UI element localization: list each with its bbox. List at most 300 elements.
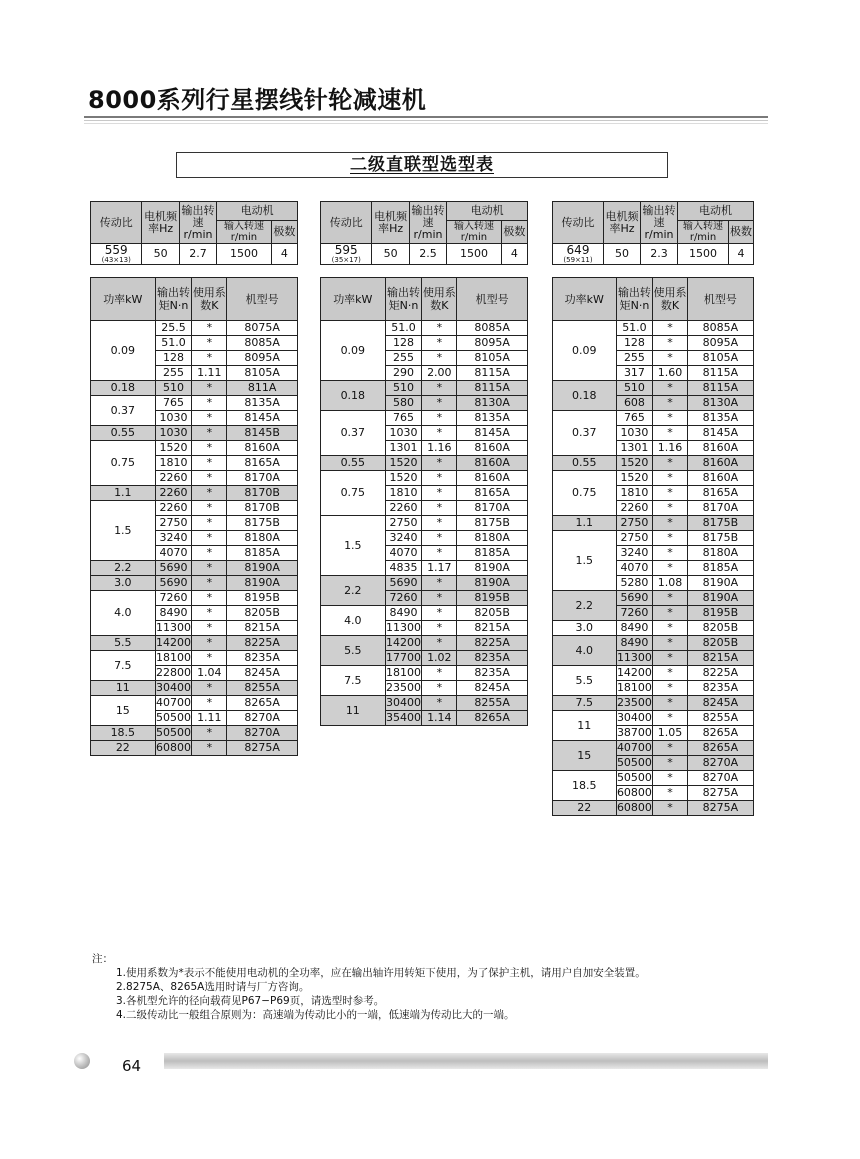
- model-value: 8185A: [457, 546, 528, 561]
- in-speed-value: 1500: [678, 244, 729, 265]
- torque-value: 1520: [385, 456, 422, 471]
- torque-value: 8490: [616, 621, 653, 636]
- power-value: 1.1: [553, 516, 617, 531]
- model-value: 8135A: [227, 396, 298, 411]
- model-value: 8115A: [687, 381, 753, 396]
- torque-value: 5690: [155, 576, 192, 591]
- torque-value: 7260: [616, 606, 653, 621]
- model-value: 811A: [227, 381, 298, 396]
- torque-value: 30400: [616, 711, 652, 724]
- torque-value: 128: [616, 336, 653, 351]
- torque-value: 23500: [616, 696, 652, 709]
- ratio-main: 595: [334, 243, 358, 257]
- service-factor-value: 1.16: [653, 441, 687, 456]
- power-value: 4.0: [321, 606, 386, 636]
- service-factor-value: *: [653, 321, 687, 336]
- service-factor-value: *: [653, 756, 687, 771]
- torque-value: 4070: [155, 546, 192, 561]
- power-value: 2.2: [321, 576, 386, 606]
- freq-header: 电机频率Hz: [372, 202, 409, 244]
- table-row: [553, 381, 754, 396]
- model-value: 8130A: [457, 396, 528, 411]
- model-value: 8085A: [457, 321, 528, 336]
- service-factor-value: *: [192, 531, 227, 546]
- service-factor-value: *: [653, 456, 687, 471]
- torque-value: 38700: [616, 726, 652, 739]
- power-value: 5.5: [553, 666, 617, 696]
- service-factor-value: *: [653, 516, 687, 531]
- model-value: 8255A: [227, 681, 298, 696]
- torque-value: 1520: [385, 471, 422, 486]
- torque-value: 1301: [616, 441, 653, 456]
- torque-value: 11300: [156, 621, 192, 634]
- model-value: 8165A: [687, 486, 753, 501]
- table-row: [553, 321, 754, 336]
- service-factor-value: *: [192, 561, 227, 576]
- service-factor-value: *: [422, 516, 457, 531]
- service-factor-value: *: [192, 741, 227, 756]
- service-factor-value: *: [422, 501, 457, 516]
- service-factor-value: *: [192, 336, 227, 351]
- torque-value: 14200: [616, 666, 652, 679]
- note-item: 4.二级传动比一般组合原则为：高速端为传动比小的一端，低速端为传动比大的一端。: [116, 1009, 515, 1021]
- table-row: [321, 381, 528, 396]
- torque-value: 5690: [155, 561, 192, 576]
- torque-value: 510: [385, 381, 422, 396]
- motor-header: 电动机: [678, 202, 754, 221]
- torque-value: 128: [155, 351, 192, 366]
- model-value: 8190A: [457, 561, 528, 576]
- service-factor-value: *: [192, 591, 227, 606]
- model-value: 8185A: [687, 561, 753, 576]
- notes-label: 注：: [92, 953, 113, 965]
- motor-header: 电动机: [447, 202, 528, 221]
- power-value: 22: [553, 801, 617, 816]
- table-row: [553, 711, 754, 726]
- service-factor-value: *: [653, 501, 687, 516]
- table-row: [553, 666, 754, 681]
- out-speed-value: 2.3: [641, 244, 678, 265]
- service-factor-value: 1.05: [653, 726, 687, 741]
- model-value: 8130A: [687, 396, 753, 411]
- model-value: 8180A: [687, 546, 753, 561]
- service-factor-value: *: [653, 681, 687, 696]
- torque-value: 765: [616, 411, 653, 426]
- motor-header: 电动机: [217, 202, 298, 221]
- table-row: [91, 396, 298, 411]
- service-factor-value: *: [192, 546, 227, 561]
- service-factor-value: *: [653, 636, 687, 651]
- factor-header: 使用系数K: [422, 278, 457, 321]
- power-header: 功率kW: [553, 278, 617, 321]
- model-value: 8145B: [227, 426, 298, 441]
- model-value: 8160A: [457, 471, 528, 486]
- model-value: 8275A: [687, 801, 753, 816]
- model-value: 8160A: [227, 441, 298, 456]
- service-factor-value: *: [192, 606, 227, 621]
- model-value: 8235A: [687, 681, 753, 696]
- service-factor-value: *: [653, 651, 687, 666]
- torque-value: 30400: [386, 696, 422, 709]
- model-value: 8205B: [227, 606, 298, 621]
- ratio-composition: (43×13): [101, 256, 131, 264]
- model-value: 8275A: [227, 741, 298, 756]
- power-value: 7.5: [91, 651, 156, 681]
- footer-bullet-icon: [74, 1053, 90, 1069]
- table-row: [321, 606, 528, 621]
- table-row: [553, 471, 754, 486]
- torque-value: 2260: [155, 486, 192, 501]
- model-value: 8275A: [687, 786, 753, 801]
- model-value: 8265A: [227, 696, 298, 711]
- torque-value: 8490: [155, 606, 192, 621]
- ratio-header: 传动比: [553, 202, 604, 244]
- service-factor-value: *: [192, 636, 227, 651]
- model-value: 8225A: [457, 636, 528, 651]
- table-row: [321, 516, 528, 531]
- motor-header-table: [90, 201, 298, 265]
- power-value: 0.75: [553, 471, 617, 516]
- model-value: 8160A: [457, 441, 528, 456]
- table-row: [553, 516, 754, 531]
- torque-value: 7260: [155, 591, 192, 606]
- service-factor-value: *: [653, 786, 687, 801]
- table-section-title: 二级直联型选型表: [176, 152, 668, 178]
- torque-value: 50500: [156, 726, 192, 739]
- power-value: 7.5: [321, 666, 386, 696]
- power-value: 18.5: [91, 726, 156, 741]
- table-row: [91, 651, 298, 666]
- model-value: 8245A: [457, 681, 528, 696]
- torque-value: 3240: [385, 531, 422, 546]
- table-row: [553, 531, 754, 546]
- torque-value: 50500: [156, 711, 192, 724]
- service-factor-value: *: [653, 561, 687, 576]
- service-factor-value: *: [422, 666, 457, 681]
- torque-value: 765: [155, 396, 192, 411]
- table-row: [553, 636, 754, 651]
- service-factor-value: *: [192, 576, 227, 591]
- torque-value: 608: [616, 396, 653, 411]
- model-value: 8145A: [457, 426, 528, 441]
- model-value: 8170A: [227, 471, 298, 486]
- poles-value: 4: [501, 244, 527, 265]
- table-row: [321, 471, 528, 486]
- model-value: 8085A: [227, 336, 298, 351]
- torque-value: 580: [385, 396, 422, 411]
- power-value: 0.37: [321, 411, 386, 456]
- note-item: 1.使用系数为*表示不能使用电动机的全功率，应在输出轴许用转矩下使用，为了保护主机，请用户自加安全装置。: [116, 967, 646, 979]
- factor-header: 使用系数K: [192, 278, 227, 321]
- torque-value: 255: [616, 351, 653, 366]
- service-factor-value: *: [422, 606, 457, 621]
- in-speed-header: 输入转速r/min: [678, 221, 729, 244]
- torque-value: 14200: [386, 636, 422, 649]
- power-value: 1.5: [91, 501, 156, 561]
- power-value: 0.37: [91, 396, 156, 426]
- service-factor-value: *: [192, 441, 227, 456]
- model-value: 8225A: [687, 666, 753, 681]
- table-row: [553, 801, 754, 816]
- power-value: 2.2: [553, 591, 617, 621]
- ratio-header: 传动比: [321, 202, 372, 244]
- torque-value: 18100: [156, 651, 192, 664]
- table-row: [91, 726, 298, 741]
- in-speed-value: 1500: [447, 244, 502, 265]
- service-factor-value: *: [192, 681, 227, 696]
- torque-value: 18100: [386, 666, 422, 679]
- model-header: 机型号: [457, 278, 528, 321]
- footer-bar: [164, 1053, 768, 1069]
- torque-value: 8490: [385, 606, 422, 621]
- torque-value: 60800: [616, 786, 652, 799]
- service-factor-value: *: [192, 651, 227, 666]
- torque-value: 255: [155, 366, 192, 381]
- table-row: [321, 411, 528, 426]
- torque-value: 25.5: [155, 321, 192, 336]
- service-factor-value: 1.04: [192, 666, 227, 681]
- table-row: [553, 771, 754, 786]
- service-factor-value: *: [422, 381, 457, 396]
- power-value: 1.5: [553, 531, 617, 591]
- ratio-composition: (35×17): [331, 256, 361, 264]
- model-value: 8270A: [227, 726, 298, 741]
- out-speed-header: 输出转速r/min: [179, 202, 216, 244]
- table-row: [91, 381, 298, 396]
- model-value: 8190A: [457, 576, 528, 591]
- model-value: 8135A: [457, 411, 528, 426]
- service-factor-value: *: [653, 546, 687, 561]
- service-factor-value: *: [422, 696, 457, 711]
- freq-header: 电机频率Hz: [604, 202, 641, 244]
- model-value: 8215A: [687, 651, 753, 666]
- service-factor-value: 1.16: [422, 441, 457, 456]
- service-factor-value: 1.60: [653, 366, 687, 381]
- service-factor-value: *: [653, 666, 687, 681]
- model-value: 8205B: [457, 606, 528, 621]
- in-speed-header: 输入转速r/min: [447, 221, 502, 244]
- power-value: 0.37: [553, 411, 617, 456]
- model-value: 8160A: [687, 456, 753, 471]
- service-factor-value: *: [422, 486, 457, 501]
- service-factor-value: *: [192, 381, 227, 396]
- service-factor-value: *: [653, 396, 687, 411]
- table-row: [91, 501, 298, 516]
- table-row: [553, 621, 754, 636]
- table-row: [321, 666, 528, 681]
- torque-value: 14200: [156, 636, 192, 649]
- torque-value: 60800: [616, 801, 652, 814]
- torque-header: 输出转矩N·n: [616, 278, 653, 321]
- out-speed-header: 输出转速r/min: [409, 202, 446, 244]
- torque-value: 11300: [386, 621, 422, 634]
- torque-value: 2750: [616, 531, 653, 546]
- table-row: [321, 636, 528, 651]
- torque-value: 4835: [385, 561, 422, 576]
- model-value: 8095A: [687, 336, 753, 351]
- torque-value: 317: [616, 366, 653, 381]
- model-value: 8255A: [687, 711, 753, 726]
- torque-value: 2750: [616, 516, 653, 531]
- model-value: 8075A: [227, 321, 298, 336]
- notes: [92, 952, 646, 1022]
- model-value: 8170B: [227, 486, 298, 501]
- power-value: 0.18: [321, 381, 386, 411]
- model-value: 8265A: [687, 741, 753, 756]
- model-value: 8215A: [227, 621, 298, 636]
- torque-value: 510: [155, 381, 192, 396]
- model-value: 8160A: [687, 441, 753, 456]
- power-value: 5.5: [91, 636, 156, 651]
- torque-value: 2260: [616, 501, 653, 516]
- service-factor-value: *: [653, 336, 687, 351]
- model-value: 8160A: [687, 471, 753, 486]
- torque-value: 51.0: [385, 321, 422, 336]
- service-factor-value: *: [422, 426, 457, 441]
- service-factor-value: *: [192, 396, 227, 411]
- model-value: 8245A: [687, 696, 753, 711]
- service-factor-value: *: [422, 621, 457, 636]
- torque-value: 17700: [386, 651, 422, 664]
- model-value: 8255A: [457, 696, 528, 711]
- freq-value: 50: [142, 244, 179, 265]
- table-row: [91, 486, 298, 501]
- factor-header: 使用系数K: [653, 278, 687, 321]
- power-value: 11: [321, 696, 386, 726]
- out-speed-value: 2.7: [179, 244, 216, 265]
- model-value: 8175B: [227, 516, 298, 531]
- freq-header: 电机频率Hz: [142, 202, 179, 244]
- torque-value: 51.0: [616, 321, 653, 336]
- service-factor-value: *: [653, 531, 687, 546]
- service-factor-value: *: [422, 471, 457, 486]
- service-factor-value: *: [192, 471, 227, 486]
- model-value: 8185A: [227, 546, 298, 561]
- service-factor-value: 1.11: [192, 711, 227, 726]
- torque-value: 2260: [385, 501, 422, 516]
- service-factor-value: 2.00: [422, 366, 457, 381]
- torque-value: 23500: [386, 681, 422, 694]
- service-factor-value: *: [422, 681, 457, 696]
- power-value: 0.75: [321, 471, 386, 516]
- power-value: 2.2: [91, 561, 156, 576]
- power-value: 11: [553, 711, 617, 741]
- service-factor-value: *: [653, 741, 687, 756]
- model-value: 8225A: [227, 636, 298, 651]
- torque-value: 8490: [616, 636, 653, 651]
- page-number: 64: [122, 1057, 142, 1075]
- torque-value: 1810: [155, 456, 192, 471]
- torque-value: 11300: [616, 651, 652, 664]
- power-value: 0.18: [553, 381, 617, 411]
- model-value: 8115A: [457, 381, 528, 396]
- service-factor-value: *: [653, 381, 687, 396]
- torque-value: 3240: [616, 546, 653, 561]
- service-factor-value: 1.14: [422, 711, 457, 726]
- torque-value: 1030: [385, 426, 422, 441]
- torque-value: 3240: [155, 531, 192, 546]
- service-factor-value: 1.17: [422, 561, 457, 576]
- torque-value: 510: [616, 381, 653, 396]
- service-factor-value: *: [653, 471, 687, 486]
- torque-value: 1301: [385, 441, 422, 456]
- model-value: 8180A: [227, 531, 298, 546]
- in-speed-value: 1500: [217, 244, 272, 265]
- in-speed-header: 输入转速r/min: [217, 221, 272, 244]
- power-value: 0.09: [91, 321, 156, 381]
- model-value: 8115A: [687, 366, 753, 381]
- model-value: 8095A: [227, 351, 298, 366]
- ratio-main: 559: [104, 243, 128, 257]
- service-factor-value: *: [192, 426, 227, 441]
- service-factor-value: *: [192, 321, 227, 336]
- model-selection-table: [552, 277, 754, 816]
- table-row: [91, 696, 298, 711]
- service-factor-value: *: [422, 351, 457, 366]
- model-value: 8165A: [227, 456, 298, 471]
- service-factor-value: *: [192, 486, 227, 501]
- motor-header-table: [552, 201, 754, 265]
- table-row: [553, 696, 754, 711]
- service-factor-value: 1.02: [422, 651, 457, 666]
- model-value: 8195B: [457, 591, 528, 606]
- service-factor-value: *: [422, 411, 457, 426]
- torque-value: 50500: [616, 756, 652, 769]
- poles-value: 4: [271, 244, 297, 265]
- service-factor-value: *: [653, 351, 687, 366]
- power-value: 0.55: [321, 456, 386, 471]
- model-value: 8235A: [457, 666, 528, 681]
- service-factor-value: *: [192, 411, 227, 426]
- model-value: 8205B: [687, 636, 753, 651]
- power-value: 1.5: [321, 516, 386, 576]
- model-value: 8270A: [687, 756, 753, 771]
- model-value: 8170A: [457, 501, 528, 516]
- service-factor-value: 1.11: [192, 366, 227, 381]
- model-value: 8135A: [687, 411, 753, 426]
- torque-value: 40700: [616, 741, 652, 754]
- poles-header: 极数: [729, 221, 754, 244]
- torque-value: 1030: [616, 426, 653, 441]
- torque-value: 5690: [385, 576, 422, 591]
- table-row: [91, 321, 298, 336]
- note-item: 3.各机型允许的径向载荷见P67−P69页，请选型时参考。: [116, 995, 385, 1007]
- torque-header: 输出转矩N·n: [155, 278, 192, 321]
- service-factor-value: *: [653, 771, 687, 786]
- torque-value: 2750: [155, 516, 192, 531]
- model-value: 8190A: [687, 576, 753, 591]
- torque-value: 255: [385, 351, 422, 366]
- power-value: 0.55: [553, 456, 617, 471]
- table-row: [91, 576, 298, 591]
- service-factor-value: *: [422, 636, 457, 651]
- service-factor-value: *: [653, 591, 687, 606]
- model-value: 8105A: [227, 366, 298, 381]
- power-value: 4.0: [91, 591, 156, 636]
- power-value: 5.5: [321, 636, 386, 666]
- service-factor-value: *: [653, 621, 687, 636]
- model-value: 8265A: [457, 711, 528, 726]
- model-value: 8235A: [457, 651, 528, 666]
- model-value: 8265A: [687, 726, 753, 741]
- service-factor-value: *: [192, 726, 227, 741]
- power-value: 7.5: [553, 696, 617, 711]
- power-value: 0.55: [91, 426, 156, 441]
- model-header: 机型号: [687, 278, 753, 321]
- power-value: 18.5: [553, 771, 617, 801]
- torque-value: 128: [385, 336, 422, 351]
- model-value: 8195B: [687, 606, 753, 621]
